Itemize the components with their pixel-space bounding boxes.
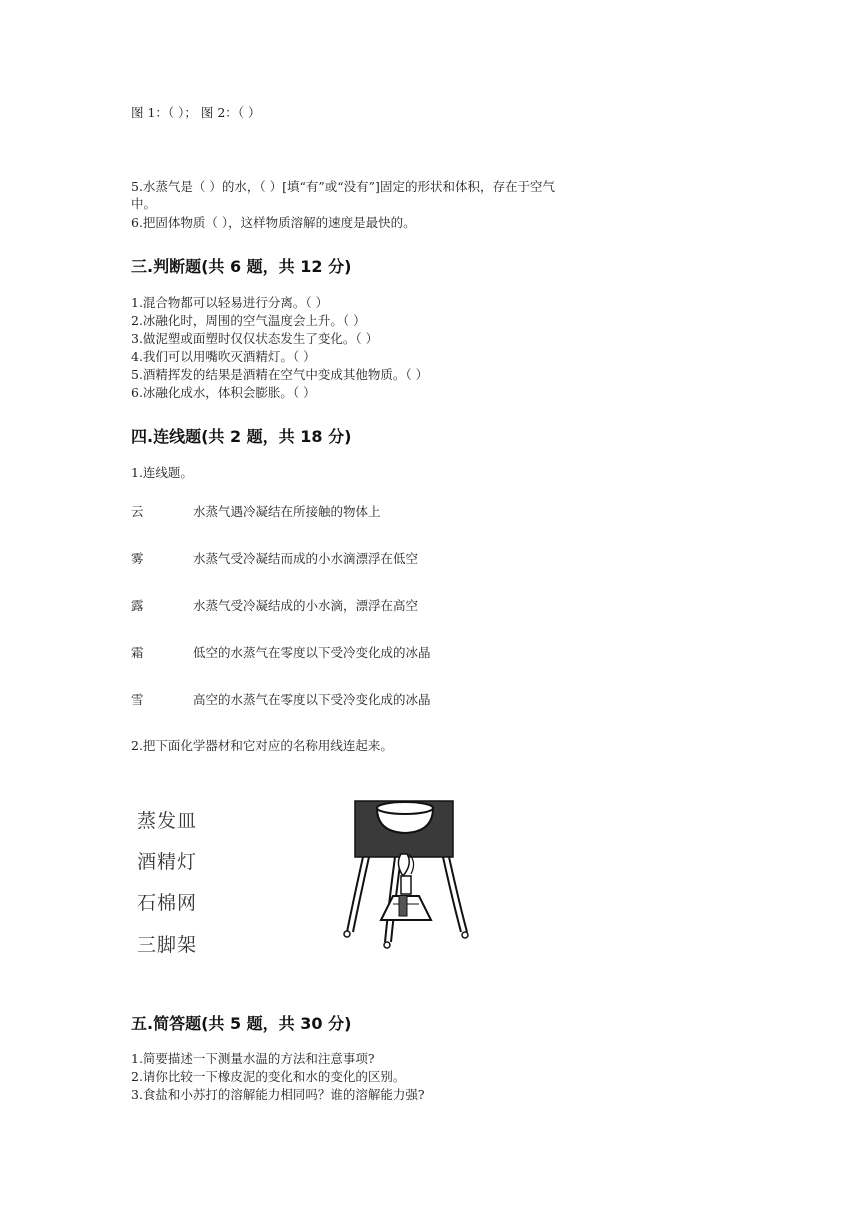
short-answer-2: 2.请你比较一下橡皮泥的变化和水的变化的区别。 bbox=[131, 1069, 406, 1084]
match-description: 水蒸气受冷凝结成的小水滴，漂浮在高空 bbox=[193, 598, 419, 613]
match-term: 霜 bbox=[131, 645, 144, 660]
judge-item-1: 1.混合物都可以轻易进行分离。（ ） bbox=[131, 295, 329, 310]
match-description: 水蒸气遇冷凝结在所接触的物体上 bbox=[193, 504, 381, 519]
section-5-heading: 五.简答题(共 5 题，共 30 分) bbox=[131, 1014, 352, 1033]
apparatus-label: 石棉网 bbox=[137, 892, 198, 914]
apparatus-label: 酒精灯 bbox=[137, 851, 198, 873]
question-5-line-1: 5.水蒸气是（ ）的水，（ ）[填“有”或“没有”]固定的形状和体积，存在于空气 bbox=[131, 179, 555, 194]
match-description: 低空的水蒸气在零度以下受冷变化成的冰晶 bbox=[193, 645, 431, 660]
judge-item-2: 2.冰融化时，周围的空气温度会上升。（ ） bbox=[131, 313, 366, 328]
judge-item-6: 6.冰融化成水，体积会膨胀。（ ） bbox=[131, 385, 316, 400]
judge-item-5: 5.酒精挥发的结果是酒精在空气中变成其他物质。（ ） bbox=[131, 367, 429, 382]
question-6: 6.把固体物质（ ），这样物质溶解的速度是最快的。 bbox=[131, 215, 416, 230]
apparatus-illustration bbox=[335, 792, 475, 962]
figure-answer-line: 图 1：（ ）； 图 2：（ ） bbox=[131, 105, 261, 120]
match-description: 高空的水蒸气在零度以下受冷变化成的冰晶 bbox=[193, 692, 431, 707]
judge-item-3: 3.做泥塑或面塑时仅仅状态发生了变化。（ ） bbox=[131, 331, 379, 346]
judge-item-4: 4.我们可以用嘴吹灭酒精灯。（ ） bbox=[131, 349, 316, 364]
match-term: 露 bbox=[131, 598, 144, 613]
match-term: 云 bbox=[131, 504, 144, 519]
question-5-line-2: 中。 bbox=[131, 196, 157, 211]
section-4-heading: 四.连线题(共 2 题，共 18 分) bbox=[131, 427, 352, 446]
match-description: 水蒸气受冷凝结而成的小水滴漂浮在低空 bbox=[193, 551, 419, 566]
match-question-2: 2.把下面化学器材和它对应的名称用线连起来。 bbox=[131, 738, 393, 753]
short-answer-3: 3.食盐和小苏打的溶解能力相同吗？谁的溶解能力强? bbox=[131, 1087, 425, 1102]
short-answer-1: 1.简要描述一下测量水温的方法和注意事项? bbox=[131, 1051, 375, 1066]
match-term: 雪 bbox=[131, 692, 144, 707]
match-term: 雾 bbox=[131, 551, 144, 566]
apparatus-label: 蒸发皿 bbox=[137, 810, 198, 832]
match-question-1: 1.连线题。 bbox=[131, 465, 193, 480]
section-3-heading: 三.判断题(共 6 题，共 12 分) bbox=[131, 257, 352, 276]
apparatus-label: 三脚架 bbox=[137, 934, 198, 956]
